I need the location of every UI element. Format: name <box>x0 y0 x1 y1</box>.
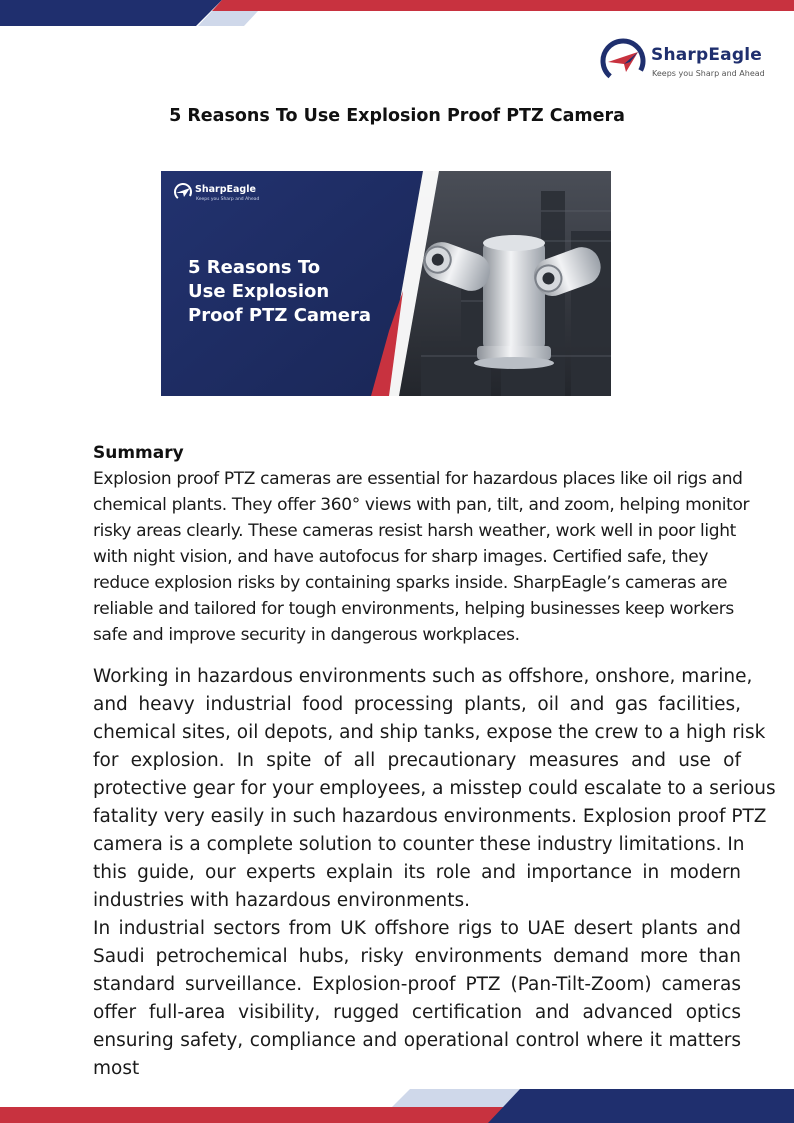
paragraph-line: Working in hazardous environments such as offshore, onshore, marine, <box>93 666 753 687</box>
body-paragraph-2 <box>93 915 741 1083</box>
paragraph-line: and heavy industrial food processing plants, oil and gas facilities, <box>93 694 741 715</box>
top-decorative-band <box>0 0 794 26</box>
document-title: 5 Reasons To Use Explosion Proof PTZ Camera <box>169 106 625 126</box>
hero-headline-line: Use Explosion <box>188 281 330 302</box>
paragraph-line: Saudi petrochemical hubs, risky environments demand more than <box>93 946 741 967</box>
paragraph-line: fatality very easily in such hazardous environments. Explosion proof PTZ <box>93 806 767 827</box>
paragraph-line: camera is a complete solution to counter these industry limitations. In <box>93 834 745 855</box>
hero-headline <box>188 256 398 328</box>
hero-brand-logo <box>173 182 293 204</box>
brand-tagline: Keeps you Sharp and Ahead <box>652 69 765 78</box>
summary-line: reliable and tailored for tough environments, helping businesses keep workers <box>93 599 734 619</box>
brand-name: SharpEagle <box>651 45 762 65</box>
hero-headline-line: Proof PTZ Camera <box>188 305 372 326</box>
paragraph-line: ensuring safety, compliance and operational control where it matters <box>93 1030 741 1051</box>
summary-heading: Summary <box>93 443 184 463</box>
paragraph-line: industries with hazardous environments. <box>93 890 471 911</box>
summary-line: reduce explosion risks by containing sparks inside. SharpEagle’s cameras are <box>93 573 728 593</box>
summary-line: with night vision, and have autofocus for sharp images. Certified safe, they <box>93 547 709 567</box>
hero-brand-name: SharpEagle <box>195 184 256 195</box>
hero-headline-line: 5 Reasons To <box>188 257 321 278</box>
body-paragraph-1 <box>93 663 776 915</box>
eagle-logo-icon <box>600 38 646 84</box>
paragraph-line: standard surveillance. Explosion-proof PTZ (Pan-Tilt-Zoom) cameras <box>93 974 741 995</box>
summary-line: safe and improve security in dangerous workplaces. <box>93 625 520 645</box>
summary-line: risky areas clearly. These cameras resist harsh weather, work well in poor light <box>93 521 736 541</box>
paragraph-line: most <box>93 1058 140 1079</box>
eagle-logo-icon <box>173 182 193 202</box>
summary-body <box>93 466 753 648</box>
summary-line: chemical plants. They offer 360° views with pan, tilt, and zoom, helping monitor <box>93 495 750 515</box>
brand-logo <box>600 38 765 84</box>
hero-banner-image <box>161 171 611 396</box>
hero-brand-tagline: Keeps you Sharp and Ahead <box>196 197 260 202</box>
paragraph-line: protective gear for your employees, a misstep could escalate to a serious <box>93 778 776 799</box>
paragraph-line: In industrial sectors from UK offshore rigs to UAE desert plants and <box>93 918 741 939</box>
paragraph-line: chemical sites, oil depots, and ship tanks, expose the crew to a high risk <box>93 722 766 743</box>
summary-line: Explosion proof PTZ cameras are essential for hazardous places like oil rigs and <box>93 469 743 489</box>
paragraph-line: offer full-area visibility, rugged certification and advanced optics <box>93 1002 741 1023</box>
paragraph-line: for explosion. In spite of all precautionary measures and use of <box>93 750 741 771</box>
bottom-decorative-band <box>0 1089 794 1123</box>
paragraph-line: this guide, our experts explain its role and importance in modern <box>93 862 741 883</box>
